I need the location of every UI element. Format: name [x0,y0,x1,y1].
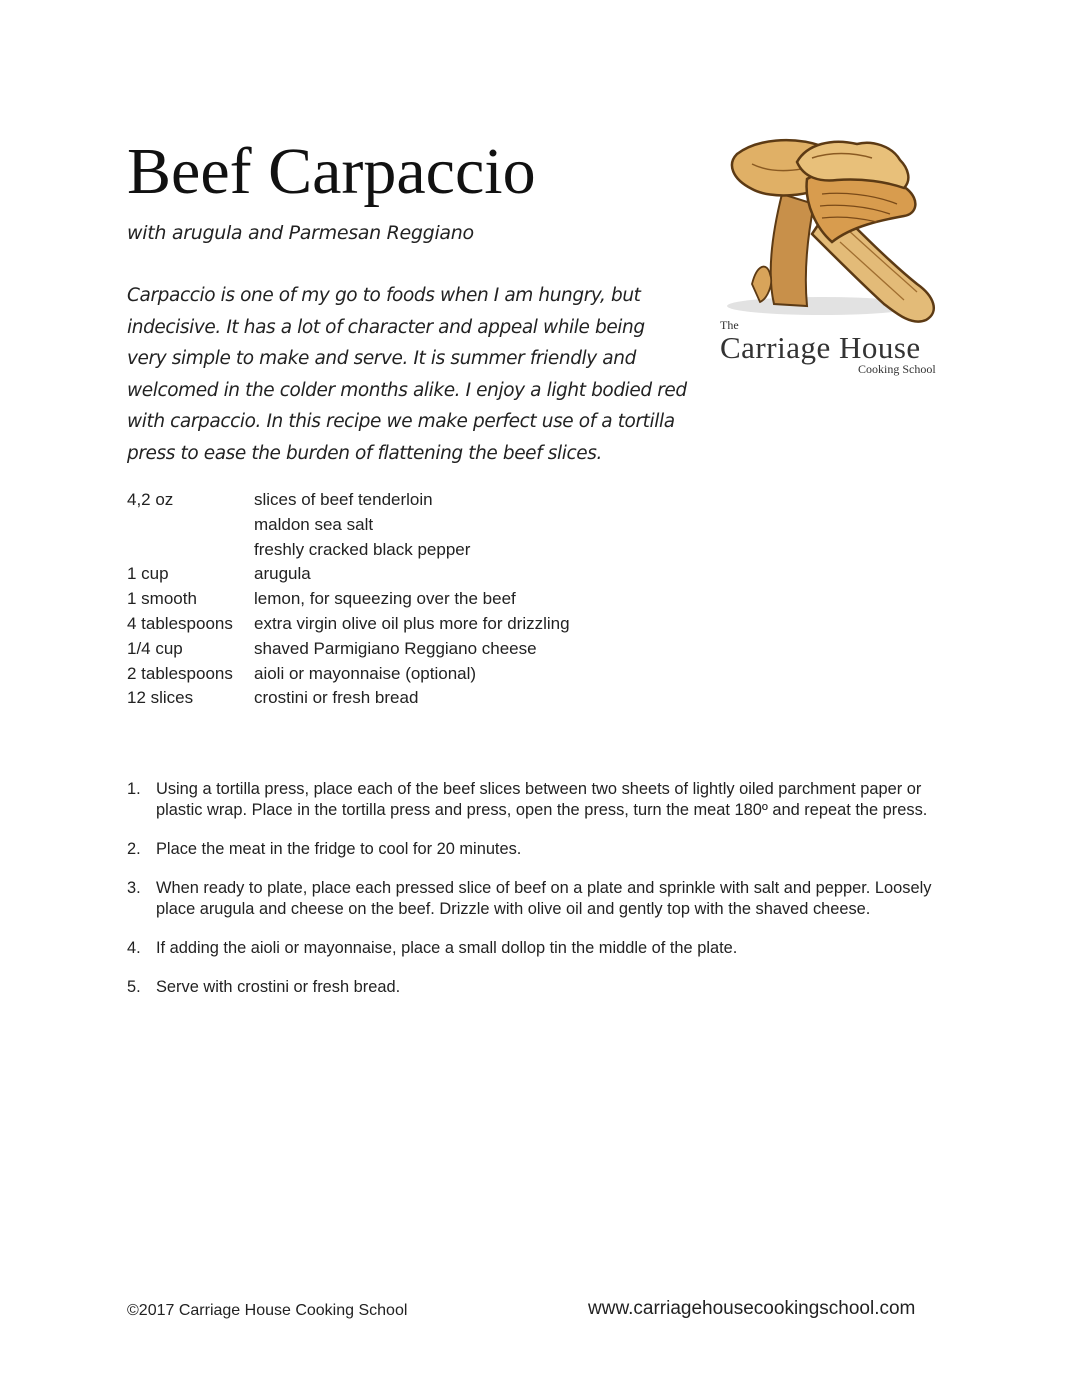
direction-step [127,977,952,998]
ingredient-row [127,662,570,687]
ingredient-item: freshly cracked black pepper [254,539,471,559]
directions-list [127,779,952,1016]
logo-sub-text: Cooking School [858,362,936,376]
ingredient-row [127,488,570,513]
step-number: 2. [127,840,141,858]
ingredient-row [127,686,570,711]
ingredient-row [127,562,570,587]
ingredient-row [127,637,570,662]
direction-step [127,779,952,821]
footer-copyright: ©2017 Carriage House Cooking School [127,1302,408,1319]
step-text: If adding the aioli or mayonnaise, place a small dollop tin the middle of the plate. [156,939,738,957]
step-number: 3. [127,879,141,897]
ingredient-row [127,612,570,637]
carriage-house-logo [712,134,952,384]
direction-step [127,878,952,920]
ingredient-quantity: 1/4 cup [127,638,183,658]
step-text: When ready to plate, place each pressed slice of beef on a plate and sprinkle with salt and pepper. Loosely place arugula and cheese on the beef. Drizzle with olive oil and gently top with the shaved cheese. [156,879,932,918]
ingredients-list [127,488,570,711]
logo-the-text: The [720,318,739,332]
ingredient-item: slices of beef tenderloin [254,490,433,509]
step-number: 5. [127,978,141,996]
step-text: Place the meat in the fridge to cool for 20 minutes. [156,840,522,858]
footer-website-link[interactable]: www.carriagehousecookingschool.com [588,1298,916,1319]
ingredient-row [127,538,570,563]
ingredient-row [127,587,570,612]
ingredient-item: shaved Parmigiano Reggiano cheese [254,638,537,658]
recipe-intro: Carpaccio is one of my go to foods when I am hungry, but indecisive. It has a lot of character and appeal while being very simple to make and serve. It is summer friendly and welcomed in the colder months alike. I enjoy a light bodied red with carpaccio. In this recipe we make perfect use of a tortilla press to ease the burden of flattening the beef slices. [127,285,687,464]
ingredient-item: crostini or fresh bread [254,688,419,708]
ingredient-item: arugula [254,564,311,584]
step-number: 1. [127,780,141,798]
ingredient-item: lemon, for squeezing over the beef [254,589,516,609]
ingredient-item: extra virgin olive oil plus more for drizzling [254,613,570,633]
recipe-title: Beef Carpaccio [127,135,536,208]
ingredient-quantity: 1 cup [127,564,169,584]
direction-step [127,938,952,959]
ingredient-row [127,513,570,538]
ingredient-quantity: 2 tablespoons [127,663,233,683]
ingredient-quantity: 4,2 oz [127,490,174,509]
direction-step [127,839,952,860]
step-text: Using a tortilla press, place each of the beef slices between two sheets of lightly oiled parchment paper or plastic wrap. Place in the tortilla press and press, open the press, turn the meat 180º and repeat the press. [156,780,928,819]
step-text: Serve with crostini or fresh bread. [156,978,401,996]
ingredient-quantity: 12 slices [127,688,194,708]
chanterelle-mushroom-icon [712,134,952,324]
recipe-subtitle: with arugula and Parmesan Reggiano [127,222,474,244]
ingredient-item: maldon sea salt [254,514,374,534]
step-number: 4. [127,939,141,957]
logo-name-text: Carriage House [720,330,921,365]
ingredient-quantity: 4 tablespoons [127,613,233,633]
ingredient-quantity: 1 smooth [127,589,197,609]
ingredient-item: aioli or mayonnaise (optional) [254,663,477,683]
